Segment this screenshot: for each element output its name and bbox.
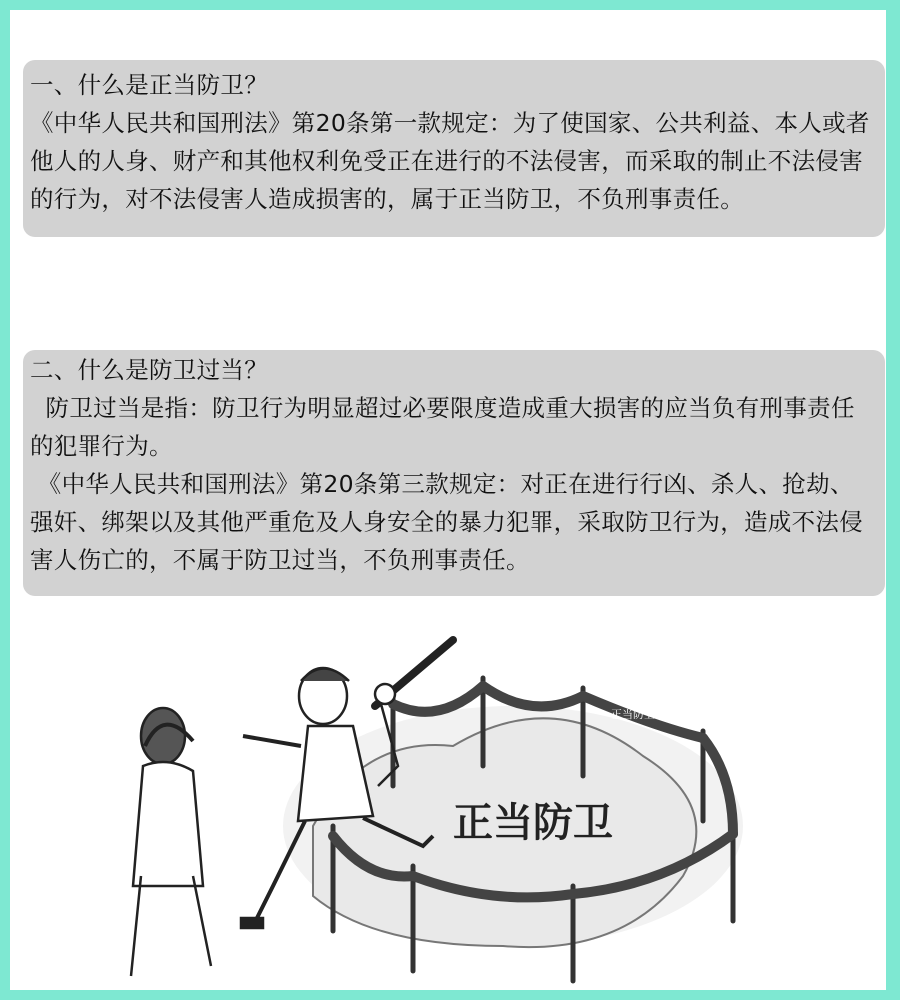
zone-label: 正当防卫 [453, 801, 613, 845]
paragraph-line: 他人的人身、财产和其他权利免受正在进行的不法侵害，而采取的制止不法侵害 [30, 147, 863, 175]
article-page [10, 10, 886, 990]
section-heading: 一、什么是正当防卫？ [30, 71, 268, 99]
victim-figure [131, 708, 211, 976]
paragraph-line: 的行为，对不法侵害人造成损害的，属于正当防卫，不负刑事责任。 [30, 185, 744, 213]
banner-label: 正当防卫 [611, 709, 655, 721]
paragraph-line: 的犯罪行为。 [30, 432, 173, 460]
section-definition [23, 60, 885, 237]
paragraph-line: 强奸、绑架以及其他严重危及人身安全的暴力犯罪，采取防卫行为，造成不法侵 [30, 508, 863, 536]
paragraph-line: 《中华人民共和国刑法》第20条第一款规定：为了使国家、公共利益、本人或者 [30, 109, 870, 137]
section-excessive-defense [23, 350, 885, 596]
self-defense-cartoon-illustration [123, 626, 783, 990]
paragraph-line: 《中华人民共和国刑法》第20条第三款规定：对正在进行行凶、杀人、抢劫、 [30, 470, 854, 498]
paragraph-line: 害人伤亡的，不属于防卫过当，不负刑事责任。 [30, 546, 530, 574]
section-heading: 二、什么是防卫过当？ [30, 356, 268, 384]
paragraph-line: 防卫过当是指：防卫行为明显超过必要限度造成重大损害的应当负有刑事责任 [30, 394, 855, 422]
